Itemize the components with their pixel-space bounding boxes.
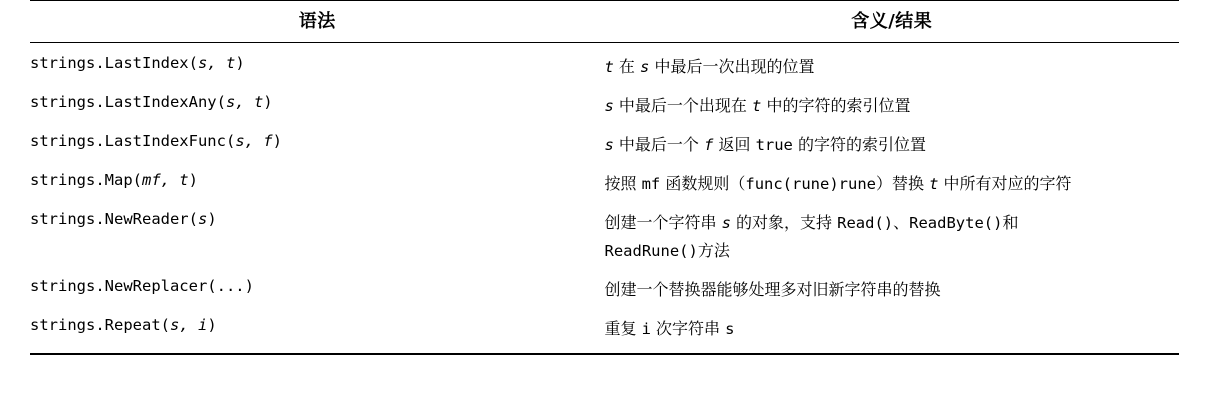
syntax-function-name: strings.NewReplacer( [30,277,217,296]
meaning-fragment: 创建一个替换器能够处理多对旧新字符串的替换 [604,280,941,300]
meaning-fragment: s [721,214,731,233]
cell-syntax [30,87,605,126]
meaning-fragment: 按照 [604,174,642,194]
column-header-syntax: 语法 [298,11,336,32]
syntax-suffix: ) [207,316,217,335]
meaning-fragment: t [604,58,614,76]
syntax-arguments: s [197,210,208,229]
cell-syntax [30,271,605,310]
syntax-arguments: s, t [225,93,264,112]
table-row [30,165,1179,204]
meaning-fragment: true [755,136,793,155]
meaning-fragment: 创建一个字符串 [604,213,722,233]
syntax-function-name: strings.LastIndex( [30,54,198,72]
cell-meaning [605,87,1180,126]
meaning-fragment: 和 [1002,213,1019,233]
meaning-fragment: 在 [613,57,641,76]
cell-meaning [605,271,1180,310]
syntax-arguments: s, i [169,316,208,335]
cell-meaning [605,204,1180,271]
table-body [30,43,1179,355]
cell-syntax [30,310,605,354]
syntax-arguments: s, f [235,132,273,151]
syntax-suffix: ...) [216,277,254,296]
table-row [30,126,1179,165]
table-row [30,310,1179,354]
meaning-fragment: i [641,320,651,339]
syntax-suffix: ) [188,171,198,190]
meaning-fragment: 中最后一个 [613,135,705,155]
meaning-fragment: t [752,97,762,116]
cell-meaning [605,126,1180,165]
meaning-fragment: ReadRune() [604,242,698,261]
meaning-fragment: 中所有对应的字符 [938,174,1072,194]
meaning-fragment: s [640,58,650,76]
syntax-function-name: strings.LastIndexFunc( [30,132,236,151]
syntax-function-name: strings.LastIndexAny( [30,93,226,112]
meaning-fragment: 返回 [713,135,756,155]
syntax-arguments: s, t [197,54,236,72]
meaning-fragment: ReadByte() [909,214,1003,233]
table-header-row [30,1,1179,43]
meaning-fragment: s [725,320,735,339]
syntax-suffix: ) [207,210,217,229]
meaning-fragment: 、 [893,213,910,233]
meaning-fragment: 函数规则（ [660,174,746,194]
meaning-fragment: t [929,175,939,194]
table-row [30,271,1179,310]
cell-meaning [605,43,1180,88]
table-row [30,204,1179,271]
meaning-fragment: 重复 [604,319,642,339]
cell-meaning [605,310,1180,354]
meaning-fragment: 中最后一次出现的位置 [649,57,815,76]
meaning-fragment: ）替换 [876,174,930,194]
meaning-fragment: mf [641,175,661,194]
cell-syntax [30,165,605,204]
syntax-suffix: ) [235,54,245,72]
cell-syntax [30,43,605,88]
cell-meaning [605,165,1180,204]
syntax-suffix: ) [272,132,282,151]
syntax-function-name: strings.NewReader( [30,210,198,229]
syntax-suffix: ) [263,93,273,112]
strings-functions-table [30,0,1179,355]
meaning-fragment: f [704,136,714,155]
meaning-fragment: s [604,97,614,116]
meaning-fragment: s [604,136,614,155]
cell-syntax [30,204,605,271]
meaning-fragment: Read() [837,214,894,233]
meaning-fragment: func(rune)rune [745,175,877,194]
table-header [30,1,1179,43]
meaning-fragment: 中的字符的索引位置 [761,96,911,116]
meaning-fragment: 的对象，支持 [730,213,838,233]
cell-syntax [30,126,605,165]
syntax-function-name: strings.Map( [30,171,142,190]
meaning-fragment: 方法 [697,241,730,261]
meaning-fragment: 次字符串 [650,319,726,339]
table-row [30,87,1179,126]
syntax-arguments: mf, t [141,171,189,190]
syntax-function-name: strings.Repeat( [30,316,170,335]
table-row [30,43,1179,88]
meaning-fragment: 的字符的索引位置 [792,135,926,155]
column-header-meaning: 含义/结果 [851,11,933,32]
meaning-fragment: 中最后一个出现在 [613,96,753,116]
